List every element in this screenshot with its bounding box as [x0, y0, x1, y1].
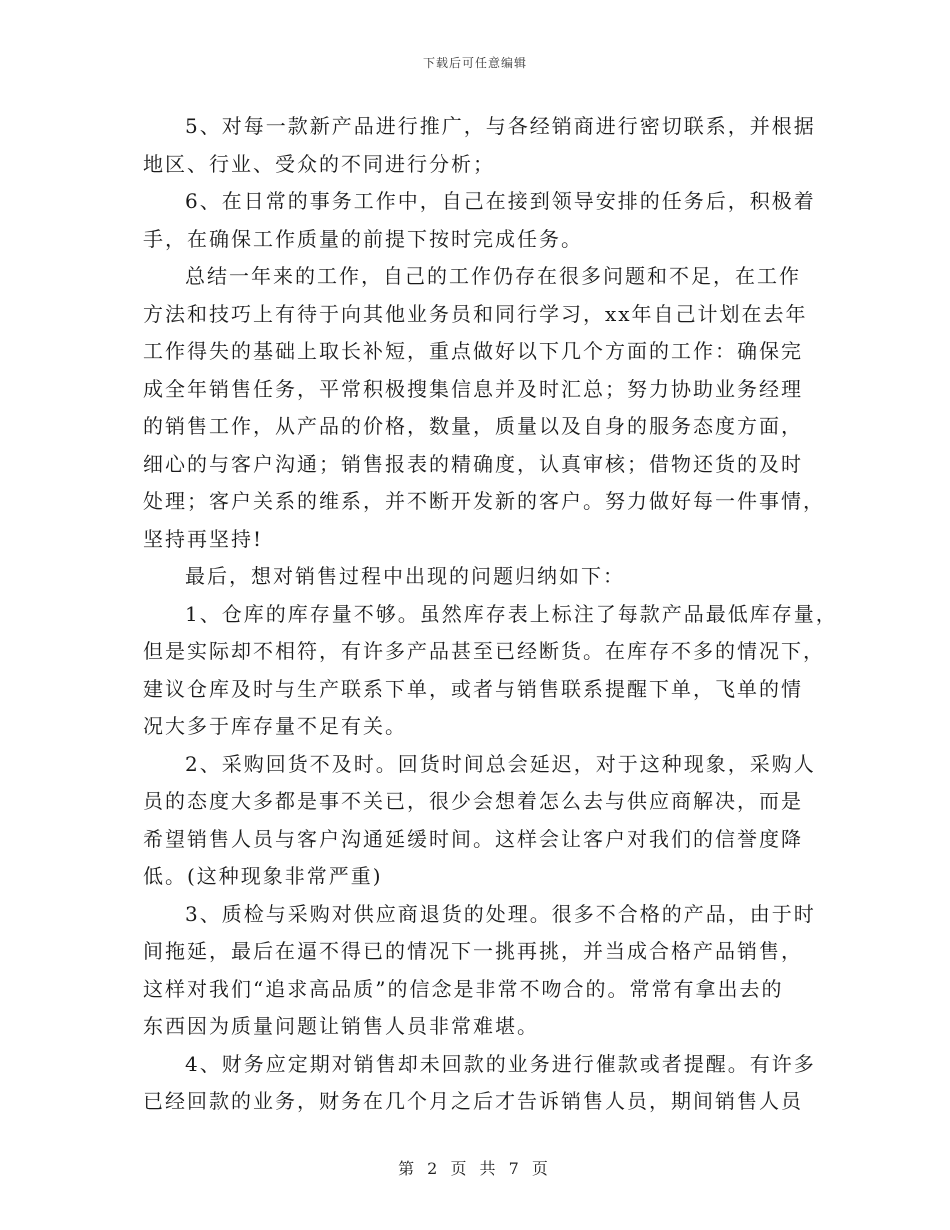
text-line: 但是实际却不相符，有许多产品甚至已经断货。在库存不多的情况下， [143, 639, 825, 663]
text-line: 处理；客户关系的维系，并不断开发新的客户。努力做好每一件事情， [143, 489, 825, 513]
text-line: 5、对每一款新产品进行推广，与各经销商进行密切联系，并根据 [185, 114, 816, 138]
text-line: 手，在确保工作质量的前提下按时完成任务。 [143, 226, 583, 251]
text-line: 的销售工作，从产品的价格，数量，质量以及自身的服务态度方面， [143, 414, 803, 438]
text-line: 1、仓库的库存量不够。虽然库存表上标注了每款产品最低库存量， [185, 601, 838, 626]
text-line: 地区、行业、受众的不同进行分析； [143, 151, 495, 176]
text-line: 方法和技巧上有待于向其他业务员和同行学习，xx年自己计划在去年 [143, 301, 808, 326]
text-line: 东西因为质量问题让销售人员非常难堪。 [143, 1014, 539, 1038]
text-line: 成全年销售任务，平常积极搜集信息并及时汇总；努力协助业务经理 [143, 376, 803, 401]
document-body [143, 108, 838, 1121]
text-line: 况大多于库存量不足有关。 [143, 714, 407, 738]
header-note: 下载后可任意编辑 [422, 56, 527, 70]
page-number-footer: 第 2 页 共 7 页 [398, 1159, 552, 1178]
text-line: 坚持再坚持! [143, 526, 264, 551]
text-line: 低。(这种现象非常严重) [143, 864, 383, 888]
text-line: 工作得失的基础上取长补短，重点做好以下几个方面的工作：确保完 [143, 339, 803, 363]
text-line: 间拖延，最后在逼不得已的情况下一挑再挑，并当成合格产品销售， [143, 939, 803, 963]
text-line: 希望销售人员与客户沟通延缓时间。这样会让客户对我们的信誉度降 [143, 826, 803, 851]
text-line: 建议仓库及时与生产联系下单，或者与销售联系提醒下单，飞单的情 [143, 676, 803, 701]
text-line: 总结一年来的工作，自己的工作仍存在很多问题和不足，在工作 [185, 264, 801, 288]
text-line: 已经回款的业务，财务在几个月之后才告诉销售人员，期间销售人员 [143, 1089, 803, 1113]
text-line: 员的态度大多都是事不关已，很少会想着怎么去与供应商解决，而是 [143, 789, 803, 813]
text-line: 细心的与客户沟通；销售报表的精确度，认真审核；借物还货的及时 [143, 451, 803, 476]
text-line: 6、在日常的事务工作中，自己在接到领导安排的任务后，积极着 [185, 189, 816, 213]
text-line: 4、财务应定期对销售却未回款的业务进行催款或者提醒。有许多 [185, 1051, 816, 1076]
text-line: 3、质检与采购对供应商退货的处理。很多不合格的产品，由于时 [185, 901, 816, 926]
text-line: 这样对我们“追求高品质”的信念是非常不吻合的。常常有拿出去的 [143, 976, 784, 1001]
text-line: 最后，想对销售过程中出现的问题归纳如下： [185, 564, 625, 588]
text-line: 2、采购回货不及时。回货时间总会延迟，对于这种现象，采购人 [185, 751, 816, 776]
